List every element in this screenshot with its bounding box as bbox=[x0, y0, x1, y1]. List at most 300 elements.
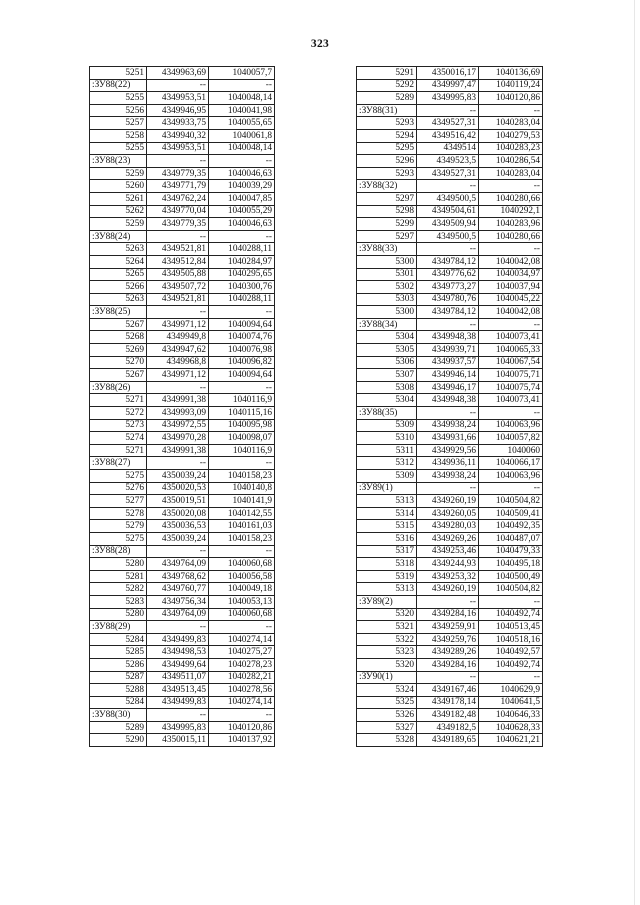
coord-x: 4349948,38 bbox=[417, 331, 479, 344]
coord-x: 4349771,79 bbox=[147, 180, 209, 193]
table-row bbox=[90, 117, 275, 130]
point-number: 5313 bbox=[357, 495, 417, 508]
section-header-row bbox=[90, 155, 275, 168]
table-row bbox=[357, 117, 543, 130]
point-number: 5300 bbox=[357, 255, 417, 268]
coord-x: 4349931,66 bbox=[417, 432, 479, 445]
table-row bbox=[90, 558, 275, 571]
table-row bbox=[90, 243, 275, 256]
coord-x: 4349178,14 bbox=[417, 696, 479, 709]
coord-y: 1040047,85 bbox=[209, 192, 275, 205]
table-row bbox=[357, 67, 543, 80]
coord-y: 1040048,14 bbox=[209, 142, 275, 155]
point-number: 5320 bbox=[357, 608, 417, 621]
coord-y: 1040034,97 bbox=[479, 268, 543, 281]
section-label: :ЗУ88(26) bbox=[90, 381, 147, 394]
coord-x: 4349244,93 bbox=[417, 558, 479, 571]
coord-y: 1040061,8 bbox=[209, 129, 275, 142]
table-row bbox=[357, 432, 543, 445]
coord-x: 4349938,24 bbox=[417, 419, 479, 432]
coord-x: 4349167,46 bbox=[417, 684, 479, 697]
section-label: :ЗУ88(28) bbox=[90, 545, 147, 558]
point-number: 5289 bbox=[357, 92, 417, 105]
section-y-placeholder: -- bbox=[209, 306, 275, 319]
coord-y: 1040057,82 bbox=[479, 432, 543, 445]
coord-x: 4349953,51 bbox=[147, 92, 209, 105]
coord-x: 4349521,81 bbox=[147, 243, 209, 256]
section-x-placeholder: -- bbox=[147, 709, 209, 722]
coord-x: 4349527,31 bbox=[417, 167, 479, 180]
point-number: 5285 bbox=[90, 646, 147, 659]
coord-x: 4349784,12 bbox=[417, 255, 479, 268]
coord-y: 1040076,98 bbox=[209, 344, 275, 357]
table-row bbox=[357, 344, 543, 357]
table-row bbox=[90, 104, 275, 117]
table-row bbox=[90, 570, 275, 583]
coord-y: 1040120,86 bbox=[209, 721, 275, 734]
coord-x: 4349946,14 bbox=[417, 369, 479, 382]
table-row bbox=[90, 646, 275, 659]
coord-y: 1040283,96 bbox=[479, 218, 543, 231]
coord-y: 1040041,98 bbox=[209, 104, 275, 117]
coord-y: 1040045,22 bbox=[479, 293, 543, 306]
coord-y: 1040067,54 bbox=[479, 356, 543, 369]
table-row bbox=[357, 734, 543, 747]
section-header-row bbox=[90, 457, 275, 470]
coord-y: 1040042,08 bbox=[479, 306, 543, 319]
table-row bbox=[90, 444, 275, 457]
point-number: 5320 bbox=[357, 658, 417, 671]
table-row bbox=[357, 532, 543, 545]
point-number: 5287 bbox=[90, 671, 147, 684]
table-row bbox=[90, 192, 275, 205]
coord-x: 4349991,38 bbox=[147, 394, 209, 407]
coord-y: 1040056,58 bbox=[209, 570, 275, 583]
coord-y: 1040137,92 bbox=[209, 734, 275, 747]
coord-y: 1040158,23 bbox=[209, 532, 275, 545]
coord-x: 4349779,35 bbox=[147, 218, 209, 231]
coord-y: 1040094,64 bbox=[209, 369, 275, 382]
coord-y: 1040094,64 bbox=[209, 318, 275, 331]
point-number: 5279 bbox=[90, 520, 147, 533]
coord-y: 1040492,57 bbox=[479, 646, 543, 659]
coord-x: 4349499,83 bbox=[147, 696, 209, 709]
table-row bbox=[357, 255, 543, 268]
table-row bbox=[357, 457, 543, 470]
coord-y: 1040621,21 bbox=[479, 734, 543, 747]
coord-x: 4349768,62 bbox=[147, 570, 209, 583]
coord-x: 4350016,17 bbox=[417, 67, 479, 80]
coord-x: 4349500,5 bbox=[417, 192, 479, 205]
table-row bbox=[90, 293, 275, 306]
coord-x: 4349507,72 bbox=[147, 281, 209, 294]
coord-y: 1040074,76 bbox=[209, 331, 275, 344]
point-number: 5307 bbox=[357, 369, 417, 382]
point-number: 5258 bbox=[90, 129, 147, 142]
section-y-placeholder: -- bbox=[209, 381, 275, 394]
point-number: 5262 bbox=[90, 205, 147, 218]
table-row bbox=[90, 520, 275, 533]
table-row bbox=[357, 167, 543, 180]
table-row bbox=[357, 583, 543, 596]
table-row bbox=[357, 470, 543, 483]
coord-x: 4349993,09 bbox=[147, 407, 209, 420]
table-row bbox=[90, 470, 275, 483]
coord-y: 1040055,65 bbox=[209, 117, 275, 130]
coord-x: 4349756,34 bbox=[147, 595, 209, 608]
point-number: 5328 bbox=[357, 734, 417, 747]
point-number: 5286 bbox=[90, 658, 147, 671]
coord-y: 1040066,17 bbox=[479, 457, 543, 470]
coord-y: 1040492,74 bbox=[479, 658, 543, 671]
section-x-placeholder: -- bbox=[417, 482, 479, 495]
coord-x: 4349937,57 bbox=[417, 356, 479, 369]
coord-x: 4349509,94 bbox=[417, 218, 479, 231]
coord-y: 1040115,16 bbox=[209, 407, 275, 420]
section-header-row bbox=[90, 79, 275, 92]
table-row bbox=[357, 218, 543, 231]
section-y-placeholder: -- bbox=[209, 621, 275, 634]
point-number: 5270 bbox=[90, 356, 147, 369]
point-number: 5324 bbox=[357, 684, 417, 697]
table-row bbox=[90, 432, 275, 445]
coordinates-table-right bbox=[356, 66, 543, 747]
point-number: 5301 bbox=[357, 268, 417, 281]
coord-x: 4349972,55 bbox=[147, 419, 209, 432]
section-x-placeholder: -- bbox=[147, 306, 209, 319]
table-row bbox=[90, 129, 275, 142]
point-number: 5280 bbox=[90, 558, 147, 571]
table-row bbox=[90, 482, 275, 495]
table-row bbox=[90, 407, 275, 420]
point-number: 5263 bbox=[90, 243, 147, 256]
table-row bbox=[357, 192, 543, 205]
coord-x: 4349260,19 bbox=[417, 583, 479, 596]
section-x-placeholder: -- bbox=[417, 318, 479, 331]
section-label: :ЗУ90(1) bbox=[357, 671, 417, 684]
point-number: 5261 bbox=[90, 192, 147, 205]
coord-y: 1040048,14 bbox=[209, 92, 275, 105]
table-row bbox=[357, 646, 543, 659]
section-label: :ЗУ89(1) bbox=[357, 482, 417, 495]
table-row bbox=[357, 268, 543, 281]
coord-y: 1040060,68 bbox=[209, 608, 275, 621]
section-x-placeholder: -- bbox=[417, 104, 479, 117]
point-number: 5276 bbox=[90, 482, 147, 495]
coord-x: 4349505,88 bbox=[147, 268, 209, 281]
coord-y: 1040063,96 bbox=[479, 470, 543, 483]
coord-x: 4349971,12 bbox=[147, 369, 209, 382]
coord-x: 4349968,8 bbox=[147, 356, 209, 369]
table-row bbox=[357, 520, 543, 533]
coord-x: 4349284,16 bbox=[417, 658, 479, 671]
section-x-placeholder: -- bbox=[417, 407, 479, 420]
table-row bbox=[357, 633, 543, 646]
section-label: :ЗУ88(25) bbox=[90, 306, 147, 319]
coord-x: 4349511,07 bbox=[147, 671, 209, 684]
table-row bbox=[90, 318, 275, 331]
coord-y: 1040279,53 bbox=[479, 129, 543, 142]
coord-y: 1040095,98 bbox=[209, 419, 275, 432]
section-label: :ЗУ88(31) bbox=[357, 104, 417, 117]
coord-x: 4349269,26 bbox=[417, 532, 479, 545]
point-number: 5304 bbox=[357, 394, 417, 407]
coord-y: 1040136,69 bbox=[479, 67, 543, 80]
section-y-placeholder: -- bbox=[479, 407, 543, 420]
table-row bbox=[357, 495, 543, 508]
point-number: 5277 bbox=[90, 495, 147, 508]
table-row bbox=[357, 570, 543, 583]
coord-y: 1040518,16 bbox=[479, 633, 543, 646]
point-number: 5267 bbox=[90, 369, 147, 382]
table-row bbox=[90, 721, 275, 734]
point-number: 5304 bbox=[357, 331, 417, 344]
table-row bbox=[90, 205, 275, 218]
coord-y: 1040500,49 bbox=[479, 570, 543, 583]
coord-x: 4350039,24 bbox=[147, 470, 209, 483]
table-row bbox=[90, 583, 275, 596]
table-row bbox=[90, 507, 275, 520]
coord-x: 4349523,5 bbox=[417, 155, 479, 168]
table-row bbox=[357, 419, 543, 432]
table-row bbox=[90, 734, 275, 747]
point-number: 5318 bbox=[357, 558, 417, 571]
table-row bbox=[357, 721, 543, 734]
table-row bbox=[90, 696, 275, 709]
point-number: 5294 bbox=[357, 129, 417, 142]
point-number: 5251 bbox=[90, 67, 147, 80]
coord-y: 1040283,23 bbox=[479, 142, 543, 155]
table-row bbox=[90, 92, 275, 105]
point-number: 5313 bbox=[357, 583, 417, 596]
coord-x: 4349259,91 bbox=[417, 621, 479, 634]
point-number: 5267 bbox=[90, 318, 147, 331]
point-number: 5271 bbox=[90, 444, 147, 457]
point-number: 5288 bbox=[90, 684, 147, 697]
section-y-placeholder: -- bbox=[479, 595, 543, 608]
point-number: 5275 bbox=[90, 470, 147, 483]
section-header-row bbox=[357, 671, 543, 684]
coord-x: 4349970,28 bbox=[147, 432, 209, 445]
coord-x: 4349938,24 bbox=[417, 470, 479, 483]
point-number: 5309 bbox=[357, 419, 417, 432]
coordinates-table-left-body bbox=[90, 67, 275, 747]
coord-x: 4350020,08 bbox=[147, 507, 209, 520]
section-label: :ЗУ88(30) bbox=[90, 709, 147, 722]
point-number: 5269 bbox=[90, 344, 147, 357]
table-row bbox=[357, 444, 543, 457]
section-header-row bbox=[90, 621, 275, 634]
coord-y: 1040119,24 bbox=[479, 79, 543, 92]
coord-x: 4349764,09 bbox=[147, 608, 209, 621]
table-row bbox=[90, 495, 275, 508]
coord-y: 1040292,1 bbox=[479, 205, 543, 218]
coord-x: 4349779,35 bbox=[147, 167, 209, 180]
section-x-placeholder: -- bbox=[147, 230, 209, 243]
section-label: :ЗУ88(33) bbox=[357, 243, 417, 256]
table-row bbox=[357, 129, 543, 142]
table-row bbox=[90, 356, 275, 369]
point-number: 5302 bbox=[357, 281, 417, 294]
point-number: 5280 bbox=[90, 608, 147, 621]
coord-x: 4349929,56 bbox=[417, 444, 479, 457]
coord-x: 4349280,03 bbox=[417, 520, 479, 533]
table-row bbox=[90, 684, 275, 697]
point-number: 5298 bbox=[357, 205, 417, 218]
point-number: 5259 bbox=[90, 218, 147, 231]
point-number: 5284 bbox=[90, 696, 147, 709]
section-label: :ЗУ88(29) bbox=[90, 621, 147, 634]
point-number: 5306 bbox=[357, 356, 417, 369]
point-number: 5299 bbox=[357, 218, 417, 231]
coord-x: 4349499,83 bbox=[147, 633, 209, 646]
coord-x: 4349947,62 bbox=[147, 344, 209, 357]
point-number: 5255 bbox=[90, 142, 147, 155]
coord-y: 1040120,86 bbox=[479, 92, 543, 105]
section-y-placeholder: -- bbox=[479, 104, 543, 117]
coord-y: 1040037,94 bbox=[479, 281, 543, 294]
point-number: 5303 bbox=[357, 293, 417, 306]
coord-y: 1040073,41 bbox=[479, 394, 543, 407]
point-number: 5291 bbox=[357, 67, 417, 80]
coord-y: 1040509,41 bbox=[479, 507, 543, 520]
point-number: 5284 bbox=[90, 633, 147, 646]
section-label: :ЗУ88(27) bbox=[90, 457, 147, 470]
section-y-placeholder: -- bbox=[209, 709, 275, 722]
point-number: 5327 bbox=[357, 721, 417, 734]
coord-x: 4349946,95 bbox=[147, 104, 209, 117]
coord-y: 1040057,7 bbox=[209, 67, 275, 80]
coord-y: 1040053,13 bbox=[209, 595, 275, 608]
table-row bbox=[90, 394, 275, 407]
table-row bbox=[357, 306, 543, 319]
coord-x: 4349500,5 bbox=[417, 230, 479, 243]
coord-y: 1040282,21 bbox=[209, 671, 275, 684]
coord-x: 4350039,24 bbox=[147, 532, 209, 545]
coord-y: 1040280,66 bbox=[479, 230, 543, 243]
section-x-placeholder: -- bbox=[147, 545, 209, 558]
table-row bbox=[357, 281, 543, 294]
section-y-placeholder: -- bbox=[479, 318, 543, 331]
table-row bbox=[357, 230, 543, 243]
coord-y: 1040628,33 bbox=[479, 721, 543, 734]
point-number: 5272 bbox=[90, 407, 147, 420]
section-x-placeholder: -- bbox=[147, 381, 209, 394]
coord-y: 1040286,54 bbox=[479, 155, 543, 168]
point-number: 5308 bbox=[357, 381, 417, 394]
table-row bbox=[90, 67, 275, 80]
page-number: 323 bbox=[310, 38, 330, 50]
section-header-row bbox=[357, 243, 543, 256]
coord-y: 1040065,33 bbox=[479, 344, 543, 357]
coord-y: 1040161,03 bbox=[209, 520, 275, 533]
point-number: 5321 bbox=[357, 621, 417, 634]
coord-x: 4349773,27 bbox=[417, 281, 479, 294]
coord-x: 4349933,75 bbox=[147, 117, 209, 130]
point-number: 5263 bbox=[90, 293, 147, 306]
coord-y: 1040641,5 bbox=[479, 696, 543, 709]
section-y-placeholder: -- bbox=[209, 545, 275, 558]
coord-x: 4349521,81 bbox=[147, 293, 209, 306]
table-row bbox=[357, 331, 543, 344]
coord-x: 4349780,76 bbox=[417, 293, 479, 306]
section-header-row bbox=[90, 230, 275, 243]
table-row bbox=[90, 142, 275, 155]
point-number: 5300 bbox=[357, 306, 417, 319]
coord-x: 4349253,32 bbox=[417, 570, 479, 583]
table-row bbox=[357, 369, 543, 382]
point-number: 5260 bbox=[90, 180, 147, 193]
section-y-placeholder: -- bbox=[209, 457, 275, 470]
table-row bbox=[90, 180, 275, 193]
section-header-row bbox=[90, 306, 275, 319]
table-row bbox=[90, 658, 275, 671]
coord-x: 4350020,53 bbox=[147, 482, 209, 495]
section-x-placeholder: -- bbox=[147, 621, 209, 634]
point-number: 5319 bbox=[357, 570, 417, 583]
point-number: 5305 bbox=[357, 344, 417, 357]
point-number: 5311 bbox=[357, 444, 417, 457]
coord-x: 4349182,5 bbox=[417, 721, 479, 734]
table-row bbox=[357, 356, 543, 369]
table-row bbox=[357, 709, 543, 722]
point-number: 5266 bbox=[90, 281, 147, 294]
section-header-row bbox=[90, 381, 275, 394]
point-number: 5293 bbox=[357, 167, 417, 180]
point-number: 5326 bbox=[357, 709, 417, 722]
section-header-row bbox=[357, 482, 543, 495]
section-x-placeholder: -- bbox=[417, 595, 479, 608]
coord-x: 4349971,12 bbox=[147, 318, 209, 331]
point-number: 5274 bbox=[90, 432, 147, 445]
section-label: :ЗУ89(2) bbox=[357, 595, 417, 608]
table-row bbox=[90, 369, 275, 382]
coord-y: 1040116,9 bbox=[209, 394, 275, 407]
coord-y: 1040284,97 bbox=[209, 255, 275, 268]
coord-x: 4350015,11 bbox=[147, 734, 209, 747]
coord-y: 1040280,66 bbox=[479, 192, 543, 205]
coord-x: 4349760,77 bbox=[147, 583, 209, 596]
coord-x: 4349253,46 bbox=[417, 545, 479, 558]
table-row bbox=[90, 255, 275, 268]
section-header-row bbox=[357, 595, 543, 608]
coord-x: 4349189,65 bbox=[417, 734, 479, 747]
table-row bbox=[90, 419, 275, 432]
coord-x: 4349997,47 bbox=[417, 79, 479, 92]
coord-x: 4349260,19 bbox=[417, 495, 479, 508]
section-header-row bbox=[90, 545, 275, 558]
coord-x: 4349498,53 bbox=[147, 646, 209, 659]
section-label: :ЗУ88(23) bbox=[90, 155, 147, 168]
coord-y: 1040646,33 bbox=[479, 709, 543, 722]
coord-y: 1040300,76 bbox=[209, 281, 275, 294]
coord-x: 4349289,26 bbox=[417, 646, 479, 659]
table-row bbox=[357, 142, 543, 155]
coord-x: 4350036,53 bbox=[147, 520, 209, 533]
table-row bbox=[90, 268, 275, 281]
section-y-placeholder: -- bbox=[479, 243, 543, 256]
coord-y: 1040116,9 bbox=[209, 444, 275, 457]
coord-x: 4349259,76 bbox=[417, 633, 479, 646]
section-label: :ЗУ88(22) bbox=[90, 79, 147, 92]
table-row bbox=[357, 205, 543, 218]
table-row bbox=[357, 658, 543, 671]
coord-x: 4349514 bbox=[417, 142, 479, 155]
coord-x: 4349513,45 bbox=[147, 684, 209, 697]
point-number: 5256 bbox=[90, 104, 147, 117]
coord-y: 1040487,07 bbox=[479, 532, 543, 545]
coord-y: 1040513,45 bbox=[479, 621, 543, 634]
